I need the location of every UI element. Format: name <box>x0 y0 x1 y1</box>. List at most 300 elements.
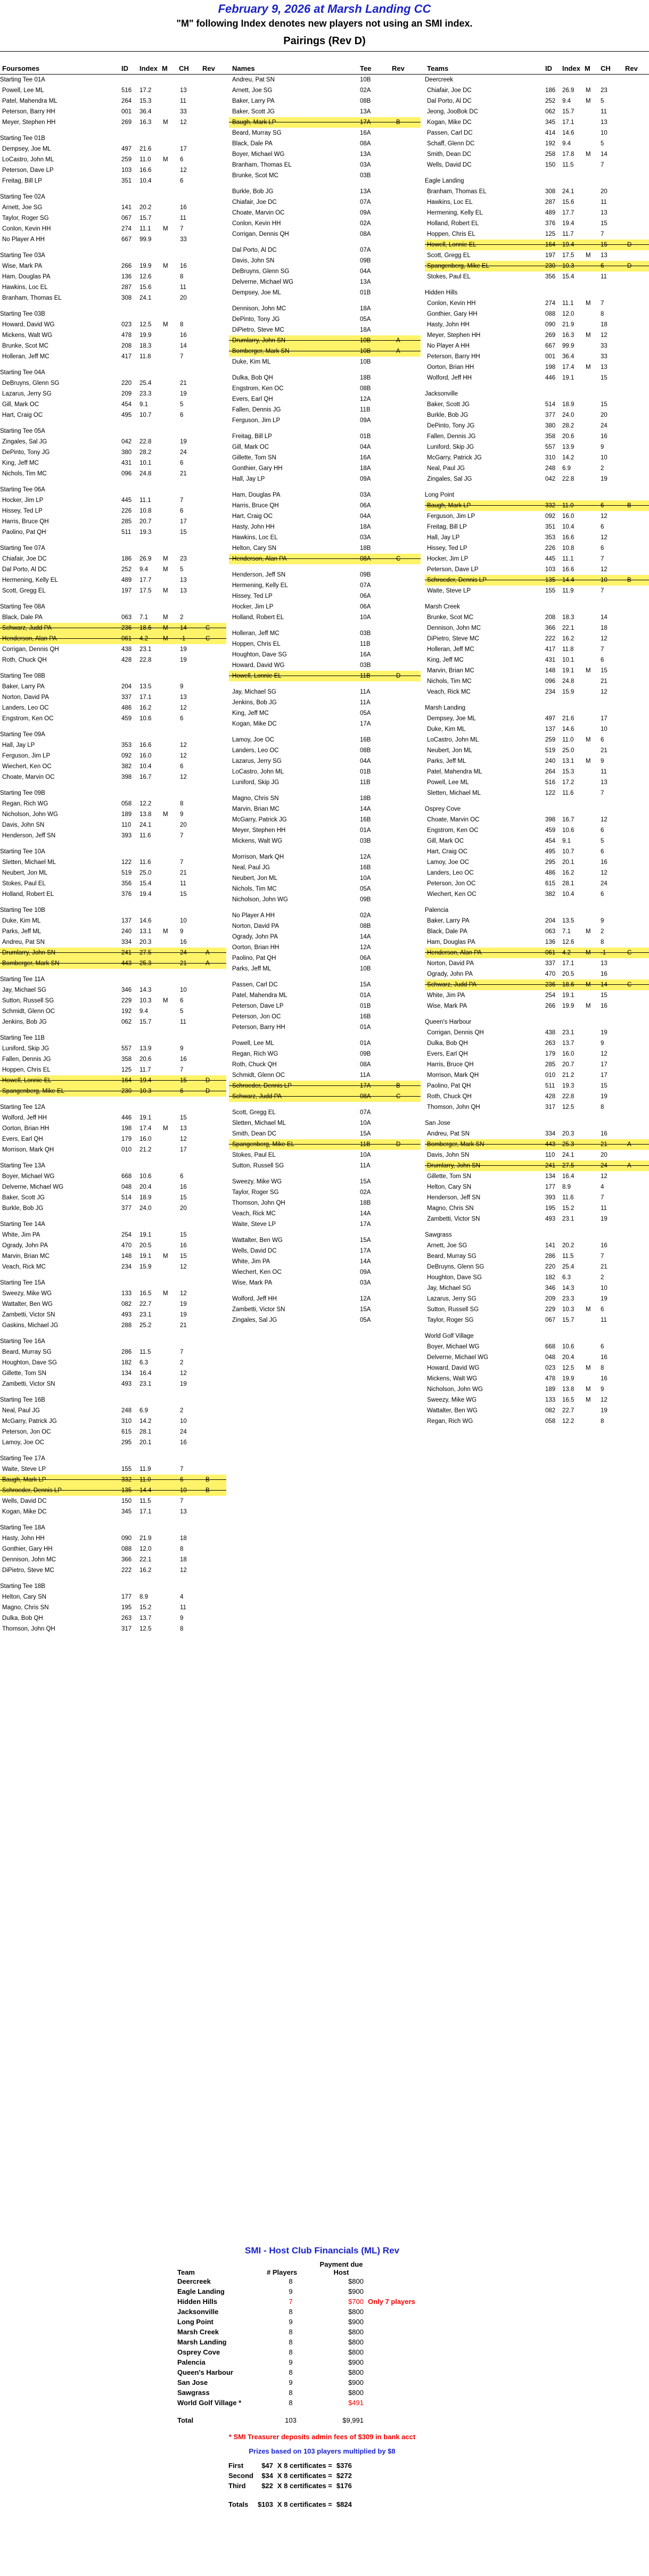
team-row <box>425 825 649 836</box>
team-player-m: M <box>586 928 591 935</box>
foursome-row <box>0 1134 226 1145</box>
player-ch: 2 <box>180 614 184 621</box>
financials-table <box>175 2260 445 2425</box>
player-id: 136 <box>121 274 132 280</box>
team-player-ch: 17 <box>601 1061 607 1068</box>
financials-payment: $900 <box>348 2287 364 2295</box>
team-player-ch: 13 <box>601 210 607 216</box>
financials-remark <box>366 2327 445 2337</box>
foursome-row <box>0 1043 226 1054</box>
financials-remark <box>366 2347 445 2357</box>
name-tee: 14A <box>360 934 371 940</box>
name-entry: Gonthier, Gary HH <box>232 465 283 472</box>
player-id: 096 <box>121 471 132 477</box>
player-ch: 9 <box>180 811 184 818</box>
player-id: 454 <box>121 401 132 408</box>
foursome-title: Starting Tee 03B <box>0 311 45 317</box>
player-ch: 19 <box>180 439 187 445</box>
team-player-ch: 17 <box>601 1072 607 1079</box>
team-player-id: 226 <box>545 545 556 552</box>
player-ch: 21 <box>180 1322 187 1329</box>
player-name: Hart, Craig OC <box>2 412 43 418</box>
team-player-ch: 8 <box>601 939 604 945</box>
name-entry: Ham, Douglas PA <box>232 492 281 498</box>
player-name: Nicholson, John WG <box>2 811 58 818</box>
team-title: Osprey Cove <box>425 806 461 812</box>
team-row <box>425 1182 649 1192</box>
prize-row <box>226 2481 354 2491</box>
names-column <box>229 75 421 1326</box>
financials-remark <box>366 2388 445 2398</box>
name-tee: 11A <box>360 689 371 695</box>
name-row <box>229 921 421 932</box>
team-row <box>425 836 649 846</box>
names-group <box>229 687 421 729</box>
team-player-ch: 12 <box>601 332 607 339</box>
player-name: Kogan, Mike DC <box>2 1509 47 1515</box>
player-id: 234 <box>121 1264 132 1270</box>
name-entry: Jay, Michael SG <box>232 689 276 695</box>
name-entry: Neubert, Jon ML <box>232 875 278 882</box>
foursome-row <box>0 1437 226 1448</box>
foursome-title: Starting Tee 04A <box>0 369 45 376</box>
foursome-row <box>0 213 226 224</box>
team-player-ch: 15 <box>601 220 607 227</box>
name-entry: Hoppen, Chris EL <box>232 641 281 647</box>
name-row <box>229 1011 421 1022</box>
player-index: 12.6 <box>139 274 152 280</box>
foursome-row <box>0 447 226 458</box>
name-tee: 03A <box>360 1280 371 1286</box>
player-name: Jay, Michael SG <box>2 987 46 993</box>
team-row <box>425 586 649 596</box>
name-row <box>229 649 421 660</box>
name-entry: Dempsey, Joe ML <box>232 290 281 296</box>
name-entry: Harris, Bruce QH <box>232 503 279 509</box>
team-player-name: Marvin, Brian MC <box>427 668 474 674</box>
player-m: M <box>163 1125 168 1132</box>
financials-players: 9 <box>289 2379 293 2386</box>
team-player-index: 14.6 <box>562 726 574 733</box>
foursome-row <box>0 1357 226 1368</box>
name-tee: 08B <box>360 923 371 929</box>
name-entry: Helton, Cary SN <box>232 545 277 552</box>
foursome-title: Starting Tee 07A <box>0 545 45 552</box>
player-name: Paolino, Pat QH <box>2 529 46 536</box>
treasurer-note: * SMI Treasurer deposits admin fees of $309 in bank acct <box>228 2433 416 2441</box>
player-name: Morrison, Mark QH <box>2 1147 54 1153</box>
player-rev: B <box>206 1477 210 1483</box>
foursome-row <box>0 458 226 468</box>
foursome-row <box>0 1427 226 1437</box>
player-id: 417 <box>121 353 132 360</box>
player-name: Fallen, Dennis JG <box>2 1056 51 1063</box>
financials-remark <box>366 2307 445 2317</box>
financials-team: Hidden Hills <box>177 2298 218 2306</box>
team-player-id: 082 <box>545 1408 556 1414</box>
team-player-ch: 5 <box>601 838 604 844</box>
team-player-id: 209 <box>545 1296 556 1302</box>
player-index: 13.5 <box>139 684 152 690</box>
financials-row <box>175 2307 445 2317</box>
team-row <box>425 1001 649 1011</box>
name-tee: 09B <box>360 896 371 903</box>
team-row <box>425 1203 649 1214</box>
team-player-ch: 12 <box>601 817 607 823</box>
prize-cell: $272 <box>336 2472 352 2480</box>
player-index: 19.4 <box>139 1077 152 1084</box>
name-tee: 03B <box>360 630 371 637</box>
foursome-group <box>0 367 226 421</box>
name-tee: 04A <box>360 268 371 275</box>
team-player-ch: 7 <box>601 1195 604 1201</box>
player-id: 295 <box>121 1439 132 1446</box>
prize-cell: Third <box>228 2482 246 2490</box>
name-row <box>229 580 421 591</box>
names-group <box>229 186 421 240</box>
team-player-id: 478 <box>545 1376 556 1382</box>
foursome-group <box>0 1453 226 1517</box>
player-ch: 16 <box>180 1056 187 1063</box>
name-entry: Morrison, Mark QH <box>232 854 284 860</box>
player-name: Baker, Scott JG <box>2 1195 45 1201</box>
player-id: 254 <box>121 1232 132 1238</box>
team-group <box>425 804 649 900</box>
team-player-name: Wiechert, Ken OC <box>427 891 477 898</box>
player-name: Harris, Bruce QH <box>2 519 49 525</box>
name-tee: 01A <box>360 1040 371 1047</box>
team-group <box>425 1118 649 1224</box>
foursome-row <box>0 889 226 900</box>
team-row <box>425 676 649 687</box>
financials-total-players: 103 <box>285 2416 297 2424</box>
name-row <box>229 500 421 511</box>
team-player-ch: 24 <box>601 1163 607 1169</box>
team-player-id: 252 <box>545 98 556 104</box>
team-player-index: 10.7 <box>562 849 574 855</box>
team-player-id: 459 <box>545 827 556 834</box>
name-tee: 16A <box>360 130 371 136</box>
player-id: 058 <box>121 801 132 807</box>
team-player-name: DiPietro, Steve MC <box>427 636 479 642</box>
foursome-row <box>0 1533 226 1544</box>
team-player-index: 19.9 <box>562 1003 574 1009</box>
name-row <box>229 719 421 729</box>
name-row <box>229 1059 421 1070</box>
team-player-index: 15.7 <box>562 109 574 115</box>
team-player-ch: 2 <box>601 928 604 935</box>
foursome-row <box>0 1299 226 1310</box>
name-row <box>229 591 421 602</box>
team-row <box>425 85 649 96</box>
foursome-title: Starting Tee 18A <box>0 1525 45 1531</box>
player-name: Dulka, Bob QH <box>2 1615 43 1622</box>
player-m: M <box>163 1290 168 1297</box>
name-entry: Paolino, Pat QH <box>232 955 276 961</box>
player-name: Lazarus, Jerry SG <box>2 391 52 397</box>
name-row <box>229 628 421 639</box>
team-player-ch: 6 <box>601 503 604 509</box>
name-row <box>229 394 421 405</box>
team-player-name: Jay, Michael SG <box>427 1285 471 1291</box>
name-tee: 06A <box>360 503 371 509</box>
name-tee: 09A <box>360 417 371 424</box>
team-player-id: 061 <box>545 950 556 956</box>
financials-row <box>175 2327 445 2337</box>
player-id: 668 <box>121 1173 132 1180</box>
team-player-index: 16.0 <box>562 1051 574 1057</box>
team-player-ch: 13 <box>601 364 607 371</box>
foursome-row <box>0 202 226 213</box>
name-row <box>229 256 421 266</box>
team-player-id: 058 <box>545 1418 556 1425</box>
player-index: 17.1 <box>139 1509 152 1515</box>
name-tee: 11A <box>360 699 371 706</box>
team-player-index: 16.3 <box>562 332 574 339</box>
player-ch: 21 <box>180 471 187 477</box>
name-entry: Holleran, Jeff MC <box>232 630 280 637</box>
foursome-row <box>0 1075 226 1086</box>
team-row <box>425 442 649 452</box>
player-id: 285 <box>121 519 132 525</box>
team-player-ch: 16 <box>601 1003 607 1009</box>
team-player-id: 234 <box>545 689 556 695</box>
player-name: Dempsey, Joe ML <box>2 146 51 152</box>
player-m: M <box>163 998 168 1004</box>
name-row <box>229 245 421 256</box>
team-player-name: Black, Dale PA <box>427 928 467 935</box>
team-player-name: Scott, Gregg EL <box>427 252 471 259</box>
player-ch: 16 <box>180 939 187 945</box>
foursome-row <box>0 1565 226 1576</box>
player-id: 337 <box>121 694 132 701</box>
financials-col-team: Team <box>177 2268 195 2276</box>
player-index: 9.4 <box>139 1008 148 1015</box>
name-tee: 06A <box>360 593 371 599</box>
name-row <box>229 602 421 612</box>
foursome-title: Starting Tee 11B <box>0 1035 45 1041</box>
team-player-name: Sweezy, Mike WG <box>427 1397 477 1403</box>
player-ch: 16 <box>180 1242 187 1249</box>
team-row <box>425 575 649 586</box>
player-name: Bomberger, Mark SN <box>2 960 60 967</box>
player-name: Andreu, Pat SN <box>2 939 45 945</box>
team-player-index: 12.0 <box>562 311 574 317</box>
team-row <box>425 1342 649 1352</box>
player-ch: 6 <box>180 460 184 466</box>
player-ch: 24 <box>180 950 187 956</box>
player-index: 23.1 <box>139 646 152 653</box>
player-ch: 6 <box>180 998 184 1004</box>
name-row <box>229 990 421 1001</box>
team-player-name: Oorton, Brian HH <box>427 364 474 371</box>
team-player-name: Chiafair, Joe DC <box>427 87 472 94</box>
team-player-name: Mickens, Walt WG <box>427 1376 478 1382</box>
foursome-row <box>0 916 226 926</box>
team-row <box>425 1214 649 1224</box>
team-player-name: Nicholson, John WG <box>427 1386 483 1393</box>
name-tee: 10A <box>360 614 371 621</box>
foursome-row <box>0 1416 226 1427</box>
team-player-name: Harris, Bruce QH <box>427 1061 474 1068</box>
player-ch: 12 <box>180 1370 187 1377</box>
financials-payment: $800 <box>348 2389 364 2397</box>
player-name: Hoppen, Chris EL <box>2 1067 51 1073</box>
team-player-id: 258 <box>545 151 556 158</box>
player-ch: 8 <box>180 801 184 807</box>
player-ch: 19 <box>180 1312 187 1318</box>
name-entry: Baker, Scott JG <box>232 109 275 115</box>
names-group <box>229 303 421 367</box>
header-team-rev: Rev <box>625 64 638 72</box>
name-entry: Landers, Leo OC <box>232 747 279 754</box>
team-player-index: 19.1 <box>562 668 574 674</box>
team-player-name: White, Jim PA <box>427 992 465 999</box>
team-player-ch: 20 <box>601 412 607 418</box>
name-entry: Peterson, Dave LP <box>232 1003 284 1009</box>
name-tee: 15A <box>360 1306 371 1313</box>
team-row <box>425 814 649 825</box>
financials-payment: $800 <box>348 2277 364 2285</box>
player-ch: 9 <box>180 928 184 935</box>
team-player-id: 431 <box>545 657 556 663</box>
player-ch: 16 <box>180 1439 187 1446</box>
foursome-title: Starting Tee 15A <box>0 1280 45 1286</box>
player-id: 189 <box>121 811 132 818</box>
team-player-index: 8.9 <box>562 1184 571 1190</box>
foursome-title: Starting Tee 11A <box>0 976 45 983</box>
name-entry: Neal, Paul JG <box>232 865 270 871</box>
player-ch: 6 <box>180 1173 184 1180</box>
team-player-name: Peterson, Jon OC <box>427 880 476 887</box>
team-row <box>425 1294 649 1304</box>
player-index: 10.6 <box>139 1173 152 1180</box>
name-tee: 14A <box>360 1258 371 1265</box>
team-player-ch: 14 <box>601 982 607 988</box>
name-row <box>229 1091 421 1102</box>
name-tee: 06A <box>360 604 371 610</box>
player-id: 351 <box>121 178 132 184</box>
player-index: 12.5 <box>139 1626 152 1632</box>
foursome-row <box>0 1262 226 1272</box>
team-player-name: King, Jeff MC <box>427 657 464 663</box>
player-name: Roth, Chuck QH <box>2 657 47 663</box>
player-index: 16.2 <box>139 1567 152 1574</box>
name-entry: Luniford, Skip JG <box>232 779 280 786</box>
foursome-row <box>0 351 226 362</box>
financials-col-payment: Payment due Host <box>319 2260 363 2276</box>
team-player-name: Davis, John SN <box>427 1152 470 1158</box>
name-entry: McGarry, Patrick JG <box>232 817 287 823</box>
player-id: 240 <box>121 928 132 935</box>
player-name: Davis, John SN <box>2 822 45 828</box>
player-ch: 2 <box>180 1408 184 1414</box>
financials-remark: Only 7 players <box>368 2298 415 2306</box>
player-name: Helton, Cary SN <box>2 1594 47 1600</box>
team-player-index: 22.1 <box>562 625 574 631</box>
name-row <box>229 1038 421 1049</box>
player-index: 14.4 <box>139 1487 152 1494</box>
name-row <box>229 660 421 671</box>
team-title: Eagle Landing <box>425 178 464 184</box>
name-entry: Wolford, Jeff HH <box>232 1296 277 1302</box>
player-id: 358 <box>121 1056 132 1063</box>
team-title: Hidden Hills <box>425 290 458 296</box>
team-player-m: M <box>586 1386 591 1393</box>
financials-payment: $900 <box>348 2318 364 2326</box>
player-ch: 10 <box>180 987 187 993</box>
name-entry: Andreu, Pat SN <box>232 77 275 83</box>
team-player-ch: 17 <box>601 715 607 722</box>
team-player-name: Baugh, Mark LP <box>427 503 471 509</box>
names-group <box>229 628 421 681</box>
name-row <box>229 1176 421 1187</box>
name-tee: 07A <box>360 247 371 253</box>
team-player-index: 16.0 <box>562 513 574 520</box>
team-player-id: 164 <box>545 242 556 248</box>
prize-totals-cell: $103 <box>257 2500 273 2508</box>
foursome-row <box>0 586 226 596</box>
name-tee: 08A <box>360 556 371 562</box>
player-ch: 11 <box>180 880 186 887</box>
player-name: Nichols, Tim MC <box>2 471 47 477</box>
name-entry: Hocker, Jim LP <box>232 604 274 610</box>
team-player-ch: 7 <box>601 300 604 307</box>
team-row <box>425 106 649 117</box>
team-row <box>425 1027 649 1038</box>
player-name: Hissey, Ted LP <box>2 508 43 514</box>
team-row <box>425 889 649 900</box>
name-row <box>229 303 421 314</box>
name-entry: Regan, Rich WG <box>232 1051 278 1057</box>
name-row <box>229 1198 421 1208</box>
pairings-heading: Pairings (Rev D) <box>283 35 366 47</box>
team-player-index: 24.1 <box>562 188 574 195</box>
player-index: 7.1 <box>139 614 148 621</box>
player-id: 310 <box>121 1418 132 1425</box>
team-player-index: 16.7 <box>562 817 574 823</box>
team-row <box>425 857 649 868</box>
team-player-name: Gill, Mark OC <box>427 838 464 844</box>
player-ch: 19 <box>180 646 187 653</box>
foursome-group <box>0 1581 226 1634</box>
foursome-group <box>0 484 226 538</box>
team-player-id: 042 <box>545 476 556 482</box>
team-player-rev: A <box>627 1163 631 1169</box>
name-entry: Henderson, Jeff SN <box>232 572 286 578</box>
player-index: 25.3 <box>139 960 152 967</box>
team-player-id: 063 <box>545 928 556 935</box>
team-row <box>425 1150 649 1161</box>
team-player-id: 197 <box>545 252 556 259</box>
name-row <box>229 708 421 719</box>
name-row <box>229 543 421 554</box>
name-entry: Choate, Marvin OC <box>232 210 285 216</box>
team-player-id: 254 <box>545 992 556 999</box>
name-entry: LoCastro, John ML <box>232 769 284 775</box>
header-index: Index <box>139 64 158 72</box>
header-foursomes: Foursomes <box>2 64 40 72</box>
player-ch: -1 <box>180 636 186 642</box>
team-player-ch: 10 <box>601 577 607 583</box>
name-entry: Duke, Kim ML <box>232 359 271 365</box>
foursome-row <box>0 612 226 623</box>
team-player-name: Baker, Scott JG <box>427 401 470 408</box>
team-group <box>425 602 649 697</box>
player-index: 14.3 <box>139 987 152 993</box>
player-ch: 11 <box>180 98 186 104</box>
foursome-row <box>0 740 226 751</box>
